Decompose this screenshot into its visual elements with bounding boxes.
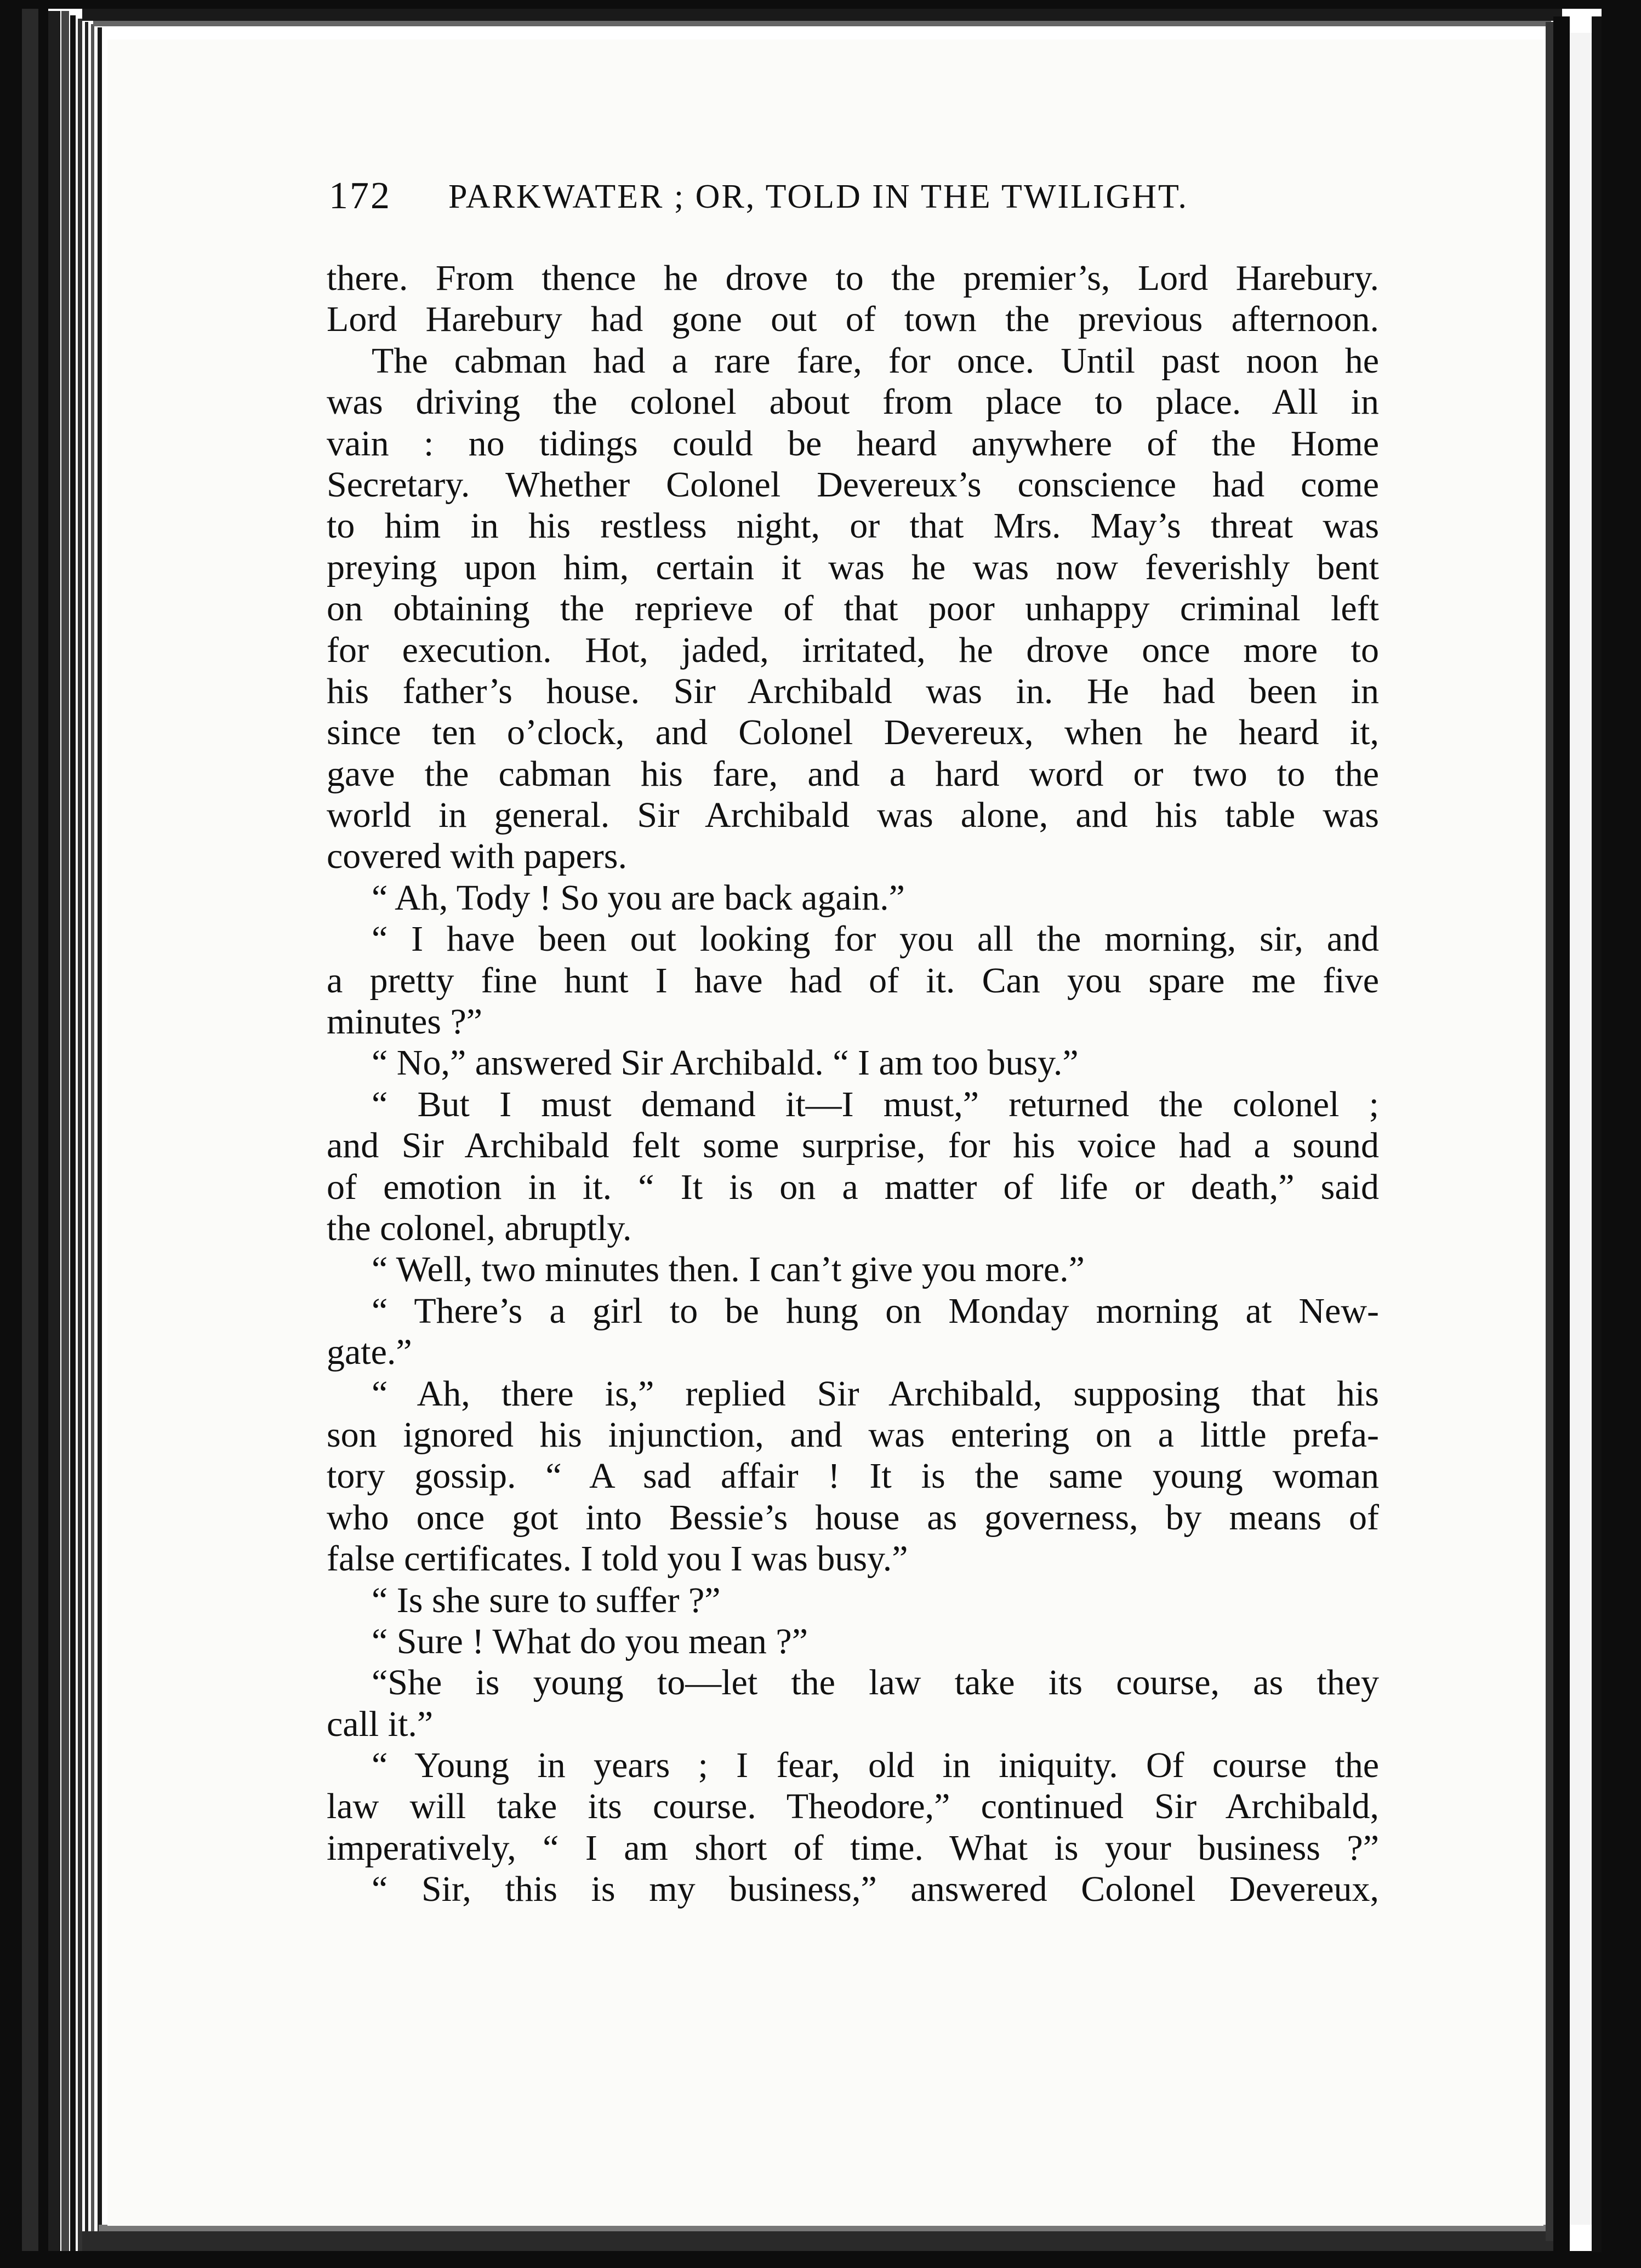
text-line: for execution. Hot, jaded, irritated, he drove once more to [327,630,1379,670]
text-line: world in general. Sir Archibald was alone, and his table was [327,795,1379,836]
text-line: gate.” [327,1332,412,1373]
text-line: since ten o’clock, and Colonel Devereux, when he heard it, [327,712,1379,753]
text-line: “ There’s a girl to be hung on Monday morning at New- [372,1290,1379,1331]
text-line: and Sir Archibald felt some surprise, for his voice had a sound [327,1126,1379,1166]
page-number: 172 [329,175,391,217]
text-line: Secretary. Whether Colonel Devereux’s conscience had come [327,464,1379,505]
text-line: covered with papers. [327,836,627,877]
text-line: “ But I must demand it—I must,” returned the colonel ; [372,1084,1379,1124]
text-line: was driving the colonel about from place to place. All in [327,382,1379,422]
text-line: his father’s house. Sir Archibald was in. He had been in [327,671,1379,711]
text-line: “ Ah, Tody ! So you are back again.” [372,877,905,918]
text-line: to him in his restless night, or that Mrs. May’s threat was [327,506,1379,546]
text-line: “ Well, two minutes then. I can’t give you more.” [372,1249,1085,1290]
running-title: PARKWATER ; OR, TOLD IN THE TWILIGHT. [448,178,1188,215]
text-line: “ Young in years ; I fear, old in iniquity. Of course the [372,1745,1379,1786]
text-line: “ No,” answered Sir Archibald. “ I am too busy.” [372,1043,1079,1083]
text-line: call it.” [327,1704,434,1744]
text-line: vain : no tidings could be heard anywhere of the Home [327,423,1379,464]
text-line: son ignored his injunction, and was entering on a little prefa- [327,1414,1379,1455]
body-text [327,258,1379,1910]
text-line: of emotion in it. “ It is on a matter of life or death,” said [327,1167,1379,1207]
text-line: on obtaining the reprieve of that poor unhappy criminal left [327,589,1379,629]
text-line: “ I have been out looking for you all the morning, sir, and [372,919,1379,959]
text-line: “ Sure ! What do you mean ?” [372,1621,808,1661]
text-line: “She is young to—let the law take its course, as they [372,1663,1379,1703]
text-line: “ Sir, this is my business,” answered Colonel Devereux, [372,1869,1379,1910]
text-line: The cabman had a rare fare, for once. Until past noon he [372,340,1379,381]
text-line: Lord Harebury had gone out of town the previous afternoon. [327,299,1379,340]
text-line: preying upon him, certain it was he was now feverishly bent [327,547,1379,587]
text-line: a pretty fine hunt I have had of it. Can you spare me five [327,960,1379,1001]
page-header [329,174,1348,240]
text-line: the colonel, abruptly. [327,1208,632,1248]
text-line: false certificates. I told you I was busy.” [327,1539,908,1579]
text-line: imperatively, “ I am short of time. What is your business ?” [327,1827,1379,1868]
text-line: “ Is she sure to suffer ?” [372,1580,721,1620]
text-line: law will take its course. Theodore,” continued Sir Archibald, [327,1786,1379,1827]
text-line: gave the cabman his fare, and a hard word or two to the [327,753,1379,794]
text-line: tory gossip. “ A sad affair ! It is the same young woman [327,1456,1379,1496]
text-line: who once got into Bessie’s house as governess, by means of [327,1497,1379,1538]
text-line: “ Ah, there is,” replied Sir Archibald, supposing that his [372,1373,1379,1414]
text-line: there. From thence he drove to the premier’s, Lord Harebury. [327,258,1379,298]
text-line: minutes ?” [327,1002,483,1042]
